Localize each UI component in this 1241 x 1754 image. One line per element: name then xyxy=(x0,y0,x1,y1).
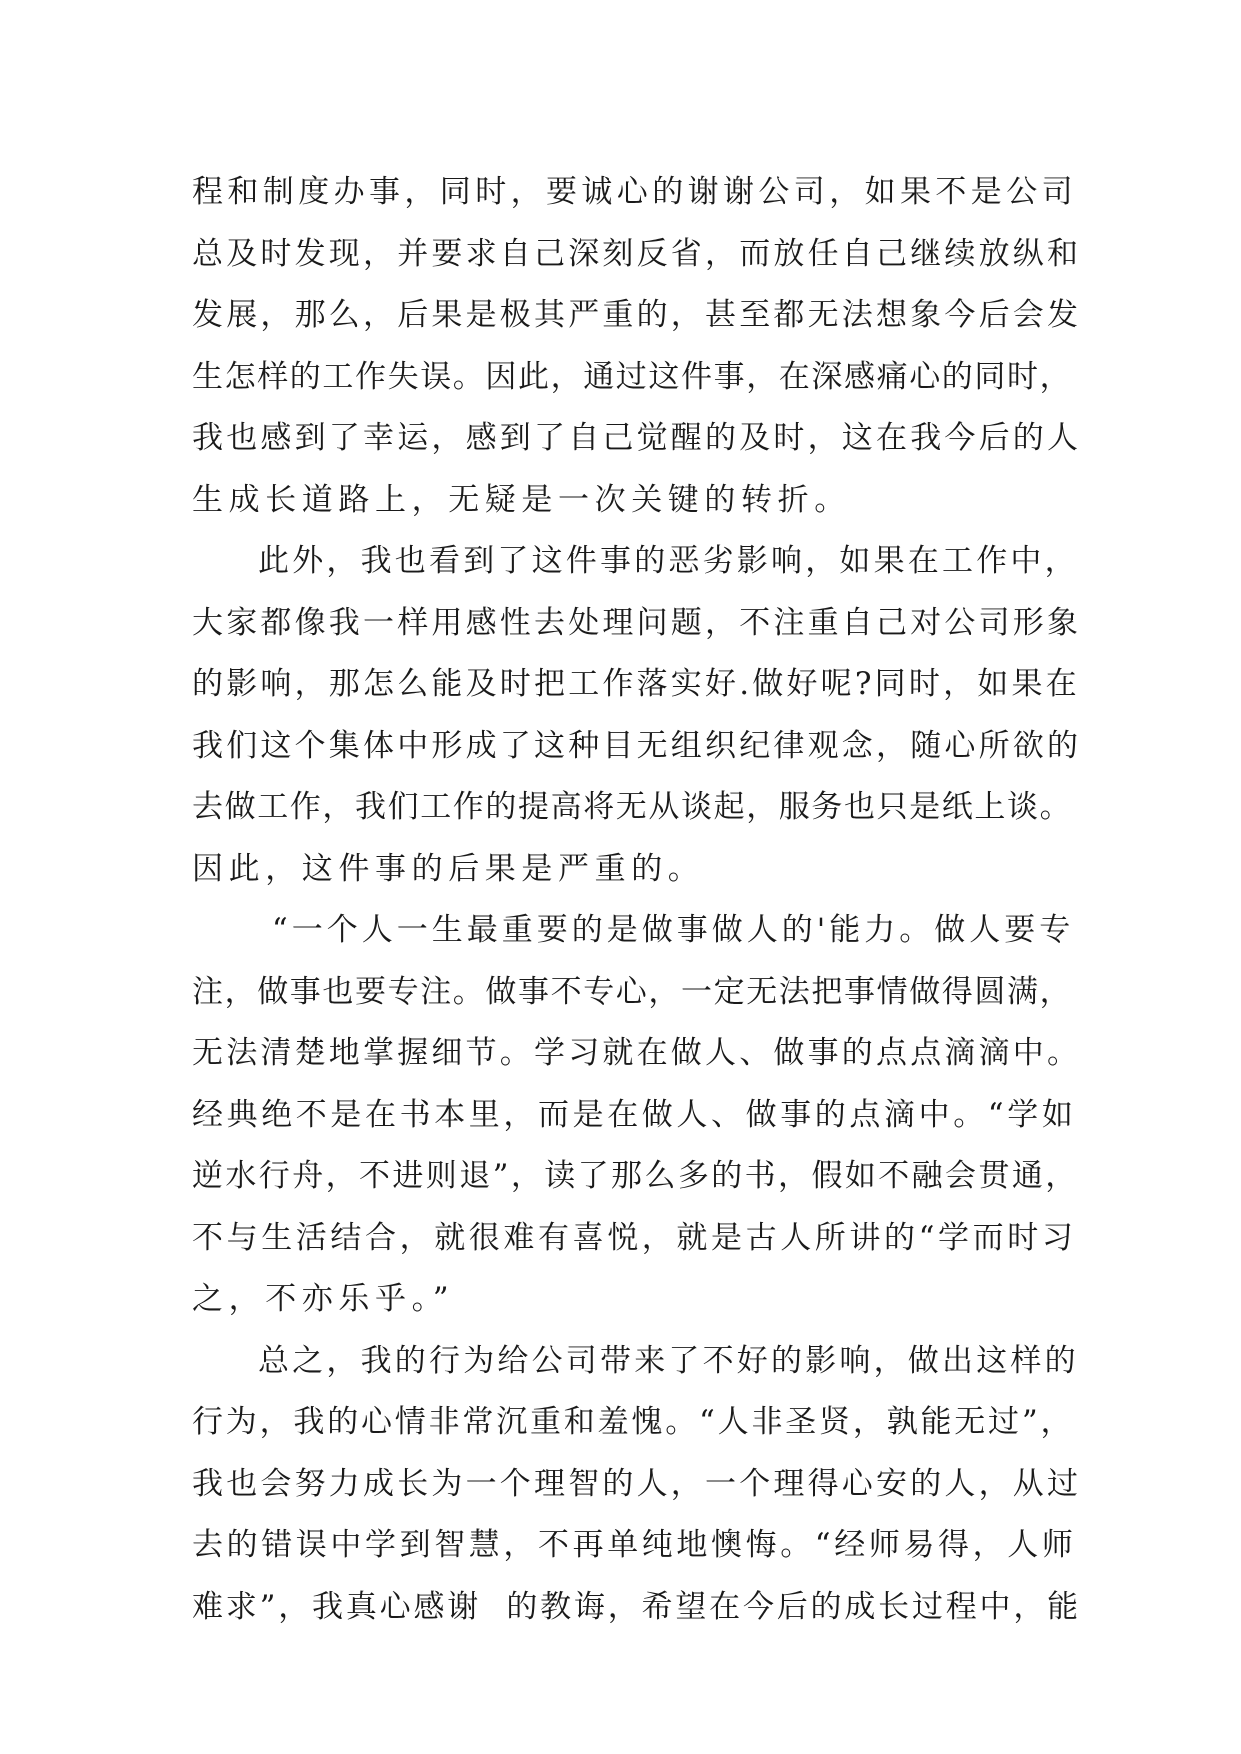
text-line: 逆水行舟，不进则退”，读了那么多的书，假如不融会贯通， xyxy=(192,1158,1079,1194)
text-line: 行为，我的心情非常沉重和羞愧。“人非圣贤，孰能无过”， xyxy=(192,1404,1075,1440)
text-line: 难求”，我真心感谢 的教诲，希望在今后的成长过程中，能 xyxy=(192,1588,1081,1625)
text-line: 生怎样的工作失误。因此，通过这件事，在深感痛心的同时， xyxy=(192,358,1073,395)
text-line: 此外，我也看到了这件事的恶劣影响，如果在工作中， xyxy=(258,543,1079,579)
text-line: 大家都像我一样用感性去处理问题，不注重自己对公司形象 xyxy=(192,604,1082,641)
paragraph-1 xyxy=(192,162,1082,531)
text-line: 因此，这件事的后果是严重的。 xyxy=(192,850,705,887)
text-line: 我也会努力成长为一个理智的人，一个理得心安的人，从过 xyxy=(192,1465,1082,1502)
text-line: 我们这个集体中形成了这种目无组织纪律观念，随心所欲的 xyxy=(192,727,1082,764)
text-line: 总之，我的行为给公司带来了不好的影响，做出这样的 xyxy=(258,1342,1079,1379)
text-line: 不与生活结合，就很难有喜悦，就是古人所讲的“学而时习 xyxy=(192,1219,1077,1256)
text-line: 发展，那么，后果是极其严重的，甚至都无法想象今后会发 xyxy=(192,297,1082,333)
paragraph-4 xyxy=(192,1331,1082,1639)
text-line: “一个人一生最重要的是做事做人的'能力。做人要专 xyxy=(258,912,1075,948)
text-line: 注，做事也要专注。做事不专心，一定无法把事情做得圆满， xyxy=(192,973,1073,1010)
paragraph-3 xyxy=(192,900,1082,1331)
paragraph-2 xyxy=(192,531,1082,900)
text-line: 程和制度办事，同时，要诚心的谢谢公司，如果不是公司 xyxy=(192,174,1077,210)
text-line: 之，不亦乐乎。” xyxy=(192,1281,455,1317)
document-body xyxy=(192,162,1082,1638)
text-line: 我也感到了幸运，感到了自己觉醒的及时，这在我今后的人 xyxy=(192,420,1082,456)
text-line: 去的错误中学到智慧，不再单纯地懊悔。“经师易得，人师 xyxy=(192,1527,1077,1563)
text-line: 经典绝不是在书本里，而是在做人、做事的点滴中。“学如 xyxy=(192,1096,1077,1133)
text-line: 总及时发现，并要求自己深刻反省，而放任自己继续放纵和 xyxy=(192,235,1082,272)
text-line: 的影响，那怎么能及时把工作落实好.做好呢?同时，如果在 xyxy=(192,666,1080,702)
text-line: 无法清楚地掌握细节。学习就在做人、做事的点点滴滴中。 xyxy=(192,1035,1082,1071)
text-line: 去做工作，我们工作的提高将无从谈起，服务也只是纸上谈。 xyxy=(192,789,1073,825)
text-line: 生成长道路上，无疑是一次关键的转折。 xyxy=(192,481,851,518)
